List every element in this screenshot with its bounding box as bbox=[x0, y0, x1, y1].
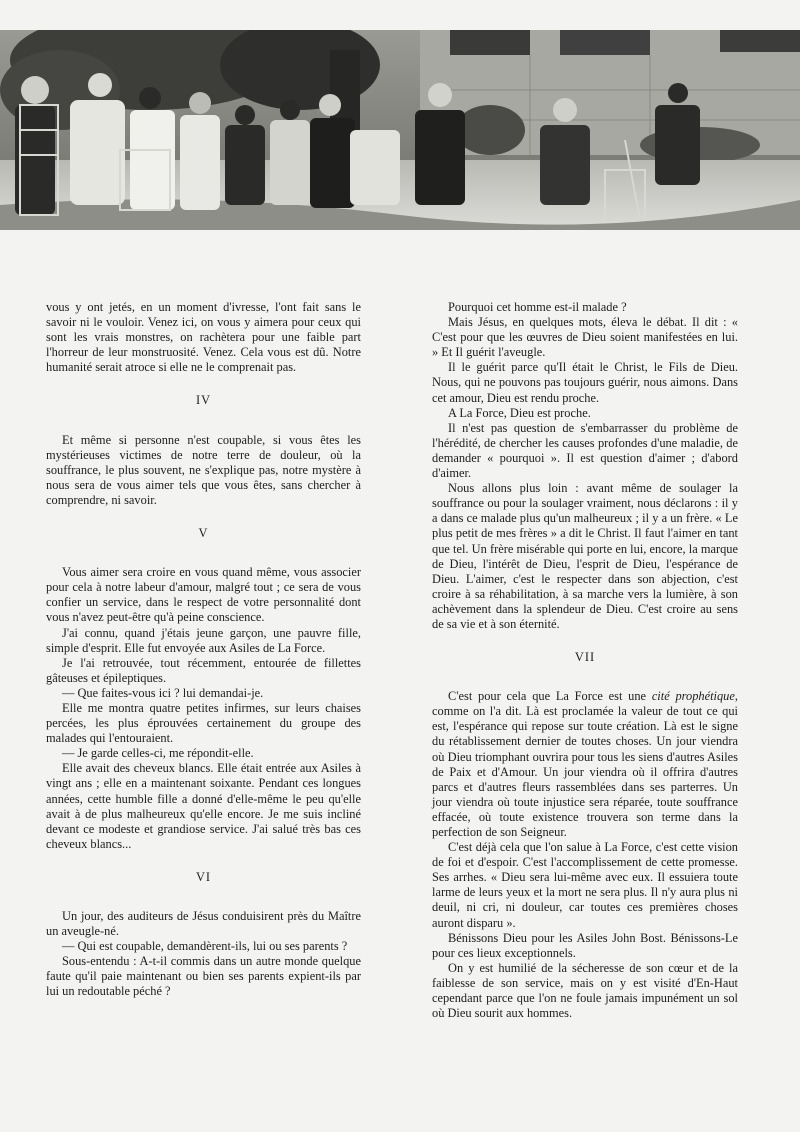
header-photo bbox=[0, 30, 800, 230]
paragraph-text: C'est pour cela que La Force est une bbox=[448, 689, 652, 704]
paragraph: Il n'est pas question de s'embarrasser du problème de l'hérédité, de chercher les causes profondes d'une maladie, de demander « pourquoi ». Il est question d'aimer ; d'abord d'aimer. bbox=[432, 420, 738, 481]
section-heading-vii: VII bbox=[574, 650, 596, 665]
paragraph: A La Force, Dieu est proche. bbox=[448, 405, 591, 420]
paragraph: Je l'ai retrouvée, tout récemment, entourée de fillettes gâteuses et épileptiques. bbox=[46, 655, 361, 685]
paragraph: Sous-entendu : A-t-il commis dans un autre monde quelque faute qu'il paie maintenant ou bien ses parents expient-ils par lui un redoutable péché ? bbox=[46, 954, 361, 999]
section-heading-vi: VI bbox=[195, 869, 212, 884]
paragraph: Pourquoi cet homme est-il malade ? bbox=[448, 300, 627, 314]
paragraph-text: , comme on l'a dit. Là est proclamée la valeur de tout ce qui est, l'espérance qui repose sur toute création. Là est le signe du rétablissement dernier de toutes choses. Un jour viendra où Dieu triomphant ouvrira pour tous les siens d'autres Asiles de Paix et d'Amour. Un jour viendra où il offrira d'autres parcs et d'autres fleurs rassemblées dans ses parterres. Un jour viendra où toute injustice sera réparée, toute souffrance effacée, où toute existence trouvera son terme dans la perfection de son Seigneur. bbox=[432, 689, 738, 839]
paragraph bbox=[432, 689, 738, 840]
paragraph: Elle avait des cheveux blancs. Elle était entrée aux Asiles à vingt ans ; elle en a maintenant soixante. Pendant ces longues années, cette humble fille a donné d'elle-même le peu qu'elle avait à de plus malheureux qu'elle encore. Je me suis incliné devant ce modeste et grandiose service. J'ai salué très bas ces cheveux blancs... bbox=[46, 761, 361, 851]
paragraph: — Que faites-vous ici ? lui demandai-je. bbox=[62, 685, 264, 700]
paragraph: — Qui est coupable, demandèrent-ils, lui ou ses parents ? bbox=[62, 939, 348, 954]
paragraph: — Je garde celles-ci, me répondit-elle. bbox=[62, 746, 254, 761]
emphasis-text: cité prophétique bbox=[651, 689, 735, 704]
left-column bbox=[46, 300, 361, 1000]
paragraph: On y est humilié de la sécheresse de son cœur et de la faiblesse de son service, mais on y est visité d'En-Haut cependant parce que l'on ne foule jamais impunément un sol où Dieu sourit aux hommes. bbox=[432, 960, 738, 1021]
paragraph: J'ai connu, quand j'étais jeune garçon, une pauvre fille, simple d'esprit. Elle fut envoyée aux Asiles de La Force. bbox=[46, 625, 361, 655]
garden-courtyard-photo-icon bbox=[0, 30, 800, 230]
paragraph: Et même si personne n'est coupable, si vous êtes les mystérieuses victimes de notre terre de douleur, où la souffrance, le plus souvent, ne s'explique pas, notre mystère à nous sera de vous aimer tels que vous êtes, sans chercher à comprendre, ni savoir. bbox=[46, 432, 361, 507]
paragraph: Mais Jésus, en quelques mots, éleva le débat. Il dit : « C'est pour que les œuvres de Dieu soient manifestées en lui. » Et Il guérit l'aveugle. bbox=[432, 315, 738, 360]
right-column bbox=[432, 300, 738, 1021]
paragraph: Vous aimer sera croire en vous quand même, vous associer pour cela à notre labeur d'amour, malgré tout ; ce sera de vous confier un service, dans le respect de votre personnalité dont vous n'avez peut-être qu'à peine conscience. bbox=[46, 565, 361, 625]
paragraph: Elle me montra quatre petites infirmes, sur leurs chaises percées, les plus éprouvées certainement du groupe des malades qui l'entouraient. bbox=[46, 700, 361, 746]
paragraph: Nous allons plus loin : avant même de soulager la souffrance ou pour la soulager vraiment, nous déclarons : il y a dans ce malade plus qu'un malheureux ; il y a un frère. « Le plus petit de mes frères » a dit le Christ. Il faut l'aimer en tant que tel. Un frère misérable qui porte en lui, encore, la marque de Dieu, l'intérêt de Dieu, l'esprit de Dieu, l'espérance de Dieu. L'aimer, c'est le respecter dans son abjection, c'est croire à sa réhabilitation, à sa marche vers la lumière, à son achèvement dans la splendeur de Dieu. C'est croire au sens de sa vie et à son éternité. bbox=[432, 481, 738, 631]
paragraph: C'est déjà cela que l'on salue à La Force, c'est cette vision de foi et d'espoir. C'est l'accomplissement de cette promesse. Ses arrhes. « Dieu sera lui-même avec eux. Il essuiera toute larme de leurs yeux et la mort ne sera plus. Il n'y aura plus ni deuil, ni cri, ni douleur, car toutes ces premières choses auront disparu ». bbox=[432, 840, 738, 930]
section-heading-iv: IV bbox=[195, 393, 212, 408]
paragraph: vous y ont jetés, en un moment d'ivresse, l'ont fait sans le savoir ni le vouloir. Venez ici, on vous y aimera pour ceux qui sont les vrais monstres, on rachètera pour une faible part l'horreur de leur monstruosité. Venez. Cela vous est dû. Notre humanité serait atroce si elle ne le comprenait pas. bbox=[46, 300, 361, 375]
paragraph: Bénissons Dieu pour les Asiles John Bost. Bénissons-Le pour ces lieux exceptionnels. bbox=[432, 930, 738, 960]
paragraph: Il le guérit parce qu'Il était le Christ, le Fils de Dieu. Nous, qui ne pouvons pas toujours guérir, nous aimons. Dans cet amour, Dieu est rendu proche. bbox=[432, 360, 738, 405]
section-heading-v: V bbox=[198, 526, 209, 541]
paragraph: Un jour, des auditeurs de Jésus conduisirent près du Maître un aveugle-né. bbox=[46, 909, 361, 939]
